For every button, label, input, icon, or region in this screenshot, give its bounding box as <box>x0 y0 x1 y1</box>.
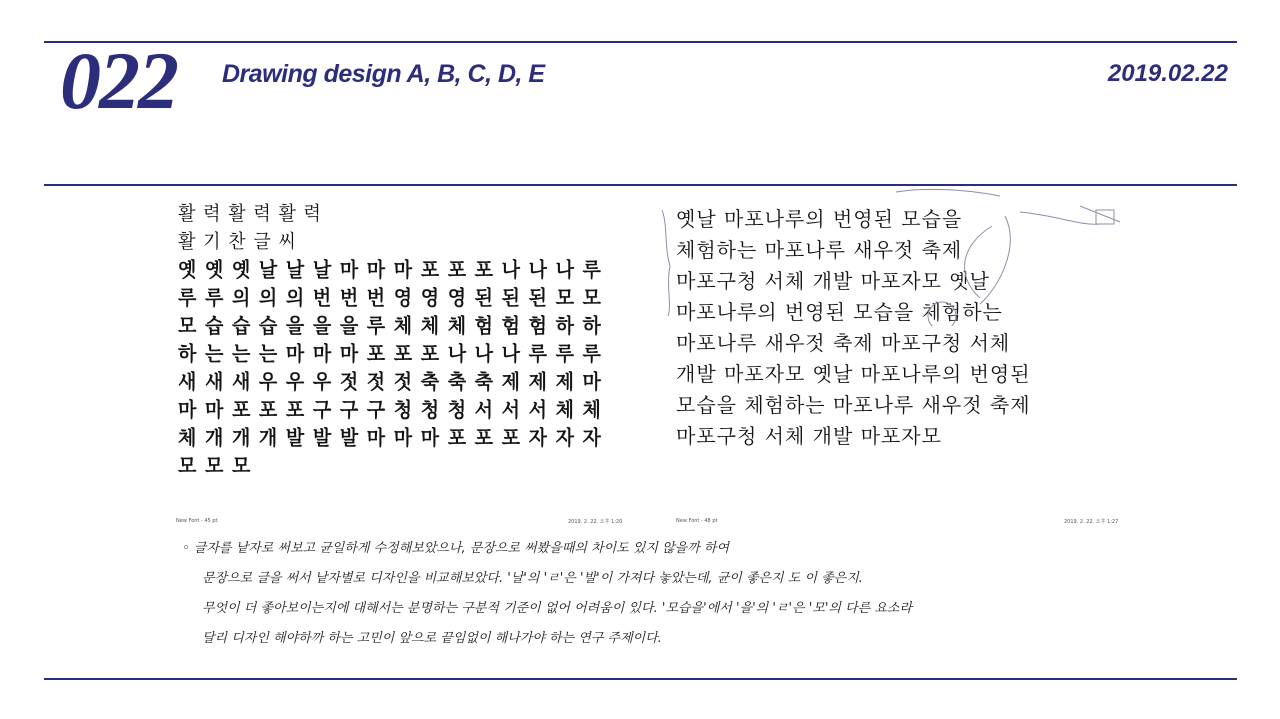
left-sheet-caption: New Font - 45 pt <box>176 518 218 524</box>
practice-line: 루 루 의 의 의 번 번 번 영 영 영 된 된 된 모 모 <box>178 286 602 310</box>
right-sheet-timestamp: 2019. 2. 22. 오후 1:27 <box>1064 519 1119 525</box>
bottom-rule <box>44 678 1237 680</box>
note-line: ◦ 글자를 낱자로 써보고 균일하게 수정해보았으나, 문장으로 써봤을때의 차이도 있지 않을까 하여 <box>182 541 730 556</box>
sentence-line: 개발 마포자모 옛날 마포나루의 번영된 <box>676 362 1031 386</box>
handwritten-notes <box>182 534 1186 654</box>
practice-line: 모 습 습 습 을 을 을 루 체 체 체 험 험 험 하 하 <box>178 314 602 338</box>
sentence-line: 마포나루 새우젓 축제 마포구청 서체 <box>676 331 1011 355</box>
sentence-line: 체험하는 마포나루 새우젓 축제 <box>676 238 963 262</box>
sentence-line: 마포구청 서체 개발 마포자모 옛날 <box>676 269 990 293</box>
practice-line: 하 는 는 는 마 마 마 포 포 포 나 나 나 루 루 루 <box>178 342 602 366</box>
note-line: 달리 디자인 해야하까 하는 고민이 앞으로 끝임없이 해나가야 하는 연구 주제이다. <box>202 631 662 646</box>
practice-line: 활 력 활 력 활 력 <box>178 202 322 225</box>
left-sheet-timestamp: 2019. 2. 22. 오후 1:20 <box>568 519 623 525</box>
sentence-line: 모습을 체험하는 마포나루 새우젓 축제 <box>676 393 1031 417</box>
practice-line: 옛 옛 옛 날 날 날 마 마 마 포 포 포 나 나 나 루 <box>178 258 602 282</box>
left-practice-sheet <box>178 200 608 480</box>
practice-line: 마 마 포 포 포 구 구 구 청 청 청 서 서 서 체 체 <box>178 398 602 422</box>
top-rule <box>44 41 1237 43</box>
page-title: Drawing design A, B, C, D, E <box>222 60 545 88</box>
practice-line: 새 새 새 우 우 우 젓 젓 젓 축 축 축 제 제 제 마 <box>178 370 602 394</box>
sentence-line: 마포나루의 번영된 모습을 체험하는 <box>676 300 1003 324</box>
page-date: 2019.02.22 <box>1107 60 1228 87</box>
practice-line: 모 모 모 <box>178 454 252 478</box>
practice-line: 활 기 찬 글 씨 <box>178 230 297 253</box>
sentence-line: 옛날 마포나루의 번영된 모습을 <box>676 207 963 231</box>
page-number: 022 <box>60 35 177 126</box>
pencil-annotations <box>660 186 1160 326</box>
note-line: 무엇이 더 좋아보이는지에 대해서는 분명하는 구분적 기준이 없어 어려움이 있다. '모습을'에서 '을'의 'ㄹ'은 '모'의 다른 요소라 <box>202 601 913 616</box>
sentence-line: 마포구청 서체 개발 마포자모 <box>676 424 942 448</box>
note-line: 문장으로 글을 써서 낱자별로 디자인을 비교해보았다. '날'의 'ㄹ'은 '발'이 가져다 놓았는데, 균이 좋은지 도 이 좋은지. <box>202 571 863 586</box>
practice-line: 체 개 개 개 발 발 발 마 마 마 포 포 포 자 자 자 <box>178 426 602 450</box>
right-sheet-caption: New Font - 48 pt <box>676 518 718 524</box>
